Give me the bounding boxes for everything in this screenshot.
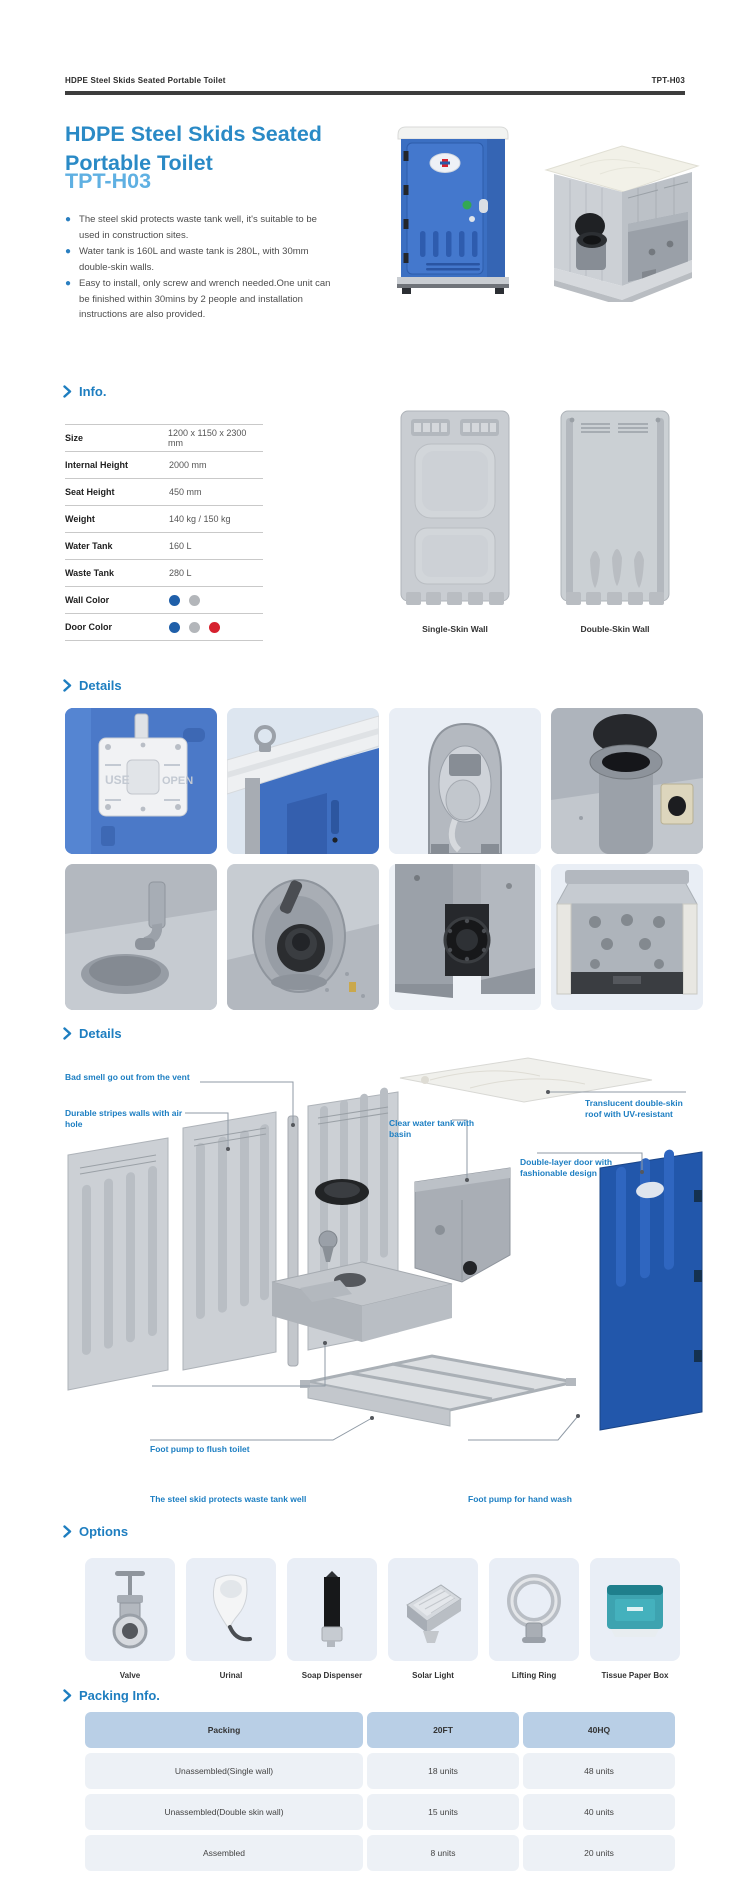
table-row-wall-color: Wall Color <box>65 587 263 614</box>
chevron-right-icon <box>63 385 72 398</box>
detail-photo-steel-skid-underside <box>551 864 703 1010</box>
detail-photo-roof-lifting-ring <box>227 708 379 854</box>
chevron-right-icon <box>63 1525 72 1538</box>
feature-bullet-list <box>65 212 331 324</box>
table-row: Unassembled(Single wall) 18 units 48 units <box>85 1753 675 1789</box>
soap-dispenser-icon <box>297 1567 367 1652</box>
detail-photo-toilet-back <box>389 708 541 854</box>
detail-photo-door-lock <box>65 708 217 854</box>
option-tissue-paper-box <box>590 1558 680 1680</box>
single-skin-wall-panel-image <box>400 410 510 610</box>
option-urinal <box>186 1558 276 1680</box>
double-skin-wall-panel-image <box>560 410 670 610</box>
table-row: Seat Height 450 mm <box>65 479 263 506</box>
callout-roof: Translucent double-skin roof with UV-resistant <box>585 1098 683 1119</box>
urinal-icon <box>196 1567 266 1652</box>
color-swatch <box>169 595 180 606</box>
callout-flush-pump: Foot pump to flush toilet <box>150 1444 250 1454</box>
detail-photo-toilet-seat <box>551 708 703 854</box>
list-item: ● Water tank is 160L and waste tank is 280L, with 30mm double-skin walls. <box>65 244 331 275</box>
svg-text:USE: USE <box>105 773 130 787</box>
option-caption: Tissue Paper Box <box>601 1671 669 1680</box>
callout-steel-skid: The steel skid protects waste tank well <box>150 1494 307 1504</box>
option-solar-light <box>388 1558 478 1680</box>
page-title: HDPE Steel Skids Seated Portable Toilet <box>65 122 322 176</box>
callout-vent: Bad smell go out from the vent <box>65 1072 190 1082</box>
exploded-view-diagram <box>0 1050 750 1504</box>
section-heading-packing: Packing Info. <box>63 1688 160 1703</box>
option-valve <box>85 1558 175 1680</box>
spec-table <box>65 424 263 641</box>
detail-photo-foot-pump <box>227 864 379 1010</box>
option-soap-dispenser <box>287 1558 377 1680</box>
callout-hand-wash-pump: Foot pump for hand wash <box>468 1494 572 1504</box>
chevron-right-icon <box>63 1027 72 1040</box>
option-caption: Lifting Ring <box>511 1671 557 1680</box>
section-heading-details-2: Details <box>63 1026 122 1041</box>
figure-caption: Single-Skin Wall <box>422 624 488 634</box>
table-row: Unassembled(Double skin wall) 15 units 40 units <box>85 1794 675 1830</box>
callout-door: Double-layer door with fashionable design <box>520 1157 613 1178</box>
section-heading-info: Info. <box>63 384 106 399</box>
table-row: Assembled 8 units 20 units <box>85 1835 675 1871</box>
callout-stripes-walls: Durable stripes walls with air hole <box>65 1108 183 1129</box>
color-swatch <box>189 622 200 633</box>
table-row: Waste Tank 280 L <box>65 560 263 587</box>
detail-photo-wash-basin <box>65 864 217 1010</box>
bullet-icon: ● <box>65 214 72 225</box>
section-heading-options: Options <box>63 1524 128 1539</box>
column-header: Packing <box>85 1712 363 1748</box>
running-header <box>65 76 685 85</box>
option-caption: Valve <box>119 1671 141 1680</box>
column-header: 40HQ <box>523 1712 675 1748</box>
running-header-product-name: HDPE Steel Skids Seated Portable Toilet <box>65 76 226 85</box>
detail-photo-grid <box>65 708 703 1010</box>
figure-caption: Double-Skin Wall <box>580 624 650 634</box>
tissue-paper-box-icon <box>597 1567 673 1652</box>
svg-text:OPEN: OPEN <box>162 775 194 787</box>
color-swatch <box>169 622 180 633</box>
option-caption: Solar Light <box>412 1671 454 1680</box>
lifting-ring-icon <box>499 1567 569 1652</box>
product-photo-interior <box>540 140 702 307</box>
section-heading-details-1: Details <box>63 678 122 693</box>
option-lifting-ring <box>489 1558 579 1680</box>
options-grid <box>85 1558 680 1680</box>
list-item: ● The steel skid protects waste tank well, it's suitable to be used in construction sites. <box>65 212 331 243</box>
packing-table <box>85 1712 675 1876</box>
column-header: 20FT <box>367 1712 519 1748</box>
model-number: TPT-H03 <box>65 169 152 193</box>
bullet-icon: ● <box>65 278 72 289</box>
table-row: Internal Height 2000 mm <box>65 452 263 479</box>
solar-light-icon <box>395 1567 471 1652</box>
running-header-model: TPT-H03 <box>651 76 685 85</box>
chevron-right-icon <box>63 679 72 692</box>
option-caption: Urinal <box>219 1671 243 1680</box>
bullet-icon: ● <box>65 246 72 257</box>
table-row-door-color: Door Color <box>65 614 263 641</box>
table-row: Size 1200 x 1150 x 2300 mm <box>65 424 263 452</box>
color-swatch <box>189 595 200 606</box>
option-caption: Soap Dispenser <box>301 1671 363 1680</box>
color-swatch <box>209 622 220 633</box>
list-item: ● Easy to install, only screw and wrench needed.One unit can be finished within 30mins by 2 people and installation instructions are also provided. <box>65 276 331 323</box>
single-skin-wall-figure <box>400 410 510 634</box>
product-photo-front <box>394 122 512 307</box>
header-divider <box>65 91 685 95</box>
valve-icon <box>95 1567 165 1652</box>
packing-header-row <box>85 1712 675 1748</box>
chevron-right-icon <box>63 1689 72 1702</box>
table-row: Water Tank 160 L <box>65 533 263 560</box>
double-skin-wall-figure <box>560 410 670 634</box>
table-row: Weight 140 kg / 150 kg <box>65 506 263 533</box>
callout-water-tank: Clear water tank with basin <box>389 1118 475 1139</box>
detail-photo-drain-outlet <box>389 864 541 1010</box>
